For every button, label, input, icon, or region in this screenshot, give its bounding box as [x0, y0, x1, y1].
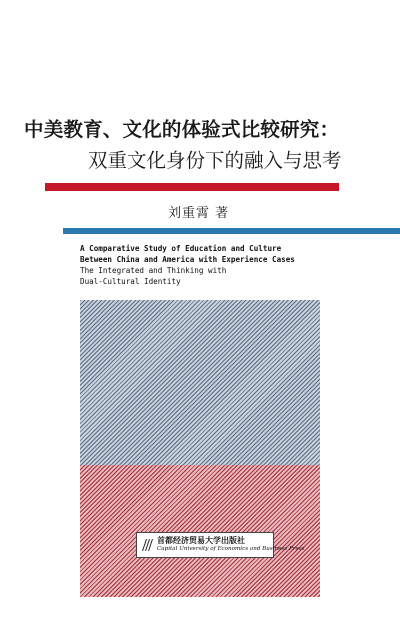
title-main: 中美教育、文化的体验式比较研究：	[24, 118, 340, 141]
publisher-label	[136, 532, 305, 558]
english-title-line-3: The Integrated and Thinking with	[80, 266, 227, 275]
english-title-line-4: Dual-Cultural Identity	[80, 277, 181, 286]
blue-hatched-panel	[80, 300, 320, 465]
english-title-block	[80, 243, 380, 287]
author-name: 刘重霄 著	[168, 206, 230, 221]
publisher-name-en: Capital University of Economics and Business Press	[157, 546, 305, 552]
title-subtitle: 双重文化身份下的融入与思考	[88, 149, 342, 172]
red-hatched-panel	[80, 465, 320, 597]
publisher-logo-icon	[140, 537, 154, 553]
blue-divider-bar	[63, 228, 400, 234]
english-title-line-1: A Comparative Study of Education and Culture	[80, 244, 282, 253]
english-title-line-2: Between China and America with Experience Cases	[80, 255, 295, 264]
publisher-name-cn: 首都经济贸易大学出版社	[157, 535, 245, 545]
red-divider-bar	[45, 183, 339, 191]
